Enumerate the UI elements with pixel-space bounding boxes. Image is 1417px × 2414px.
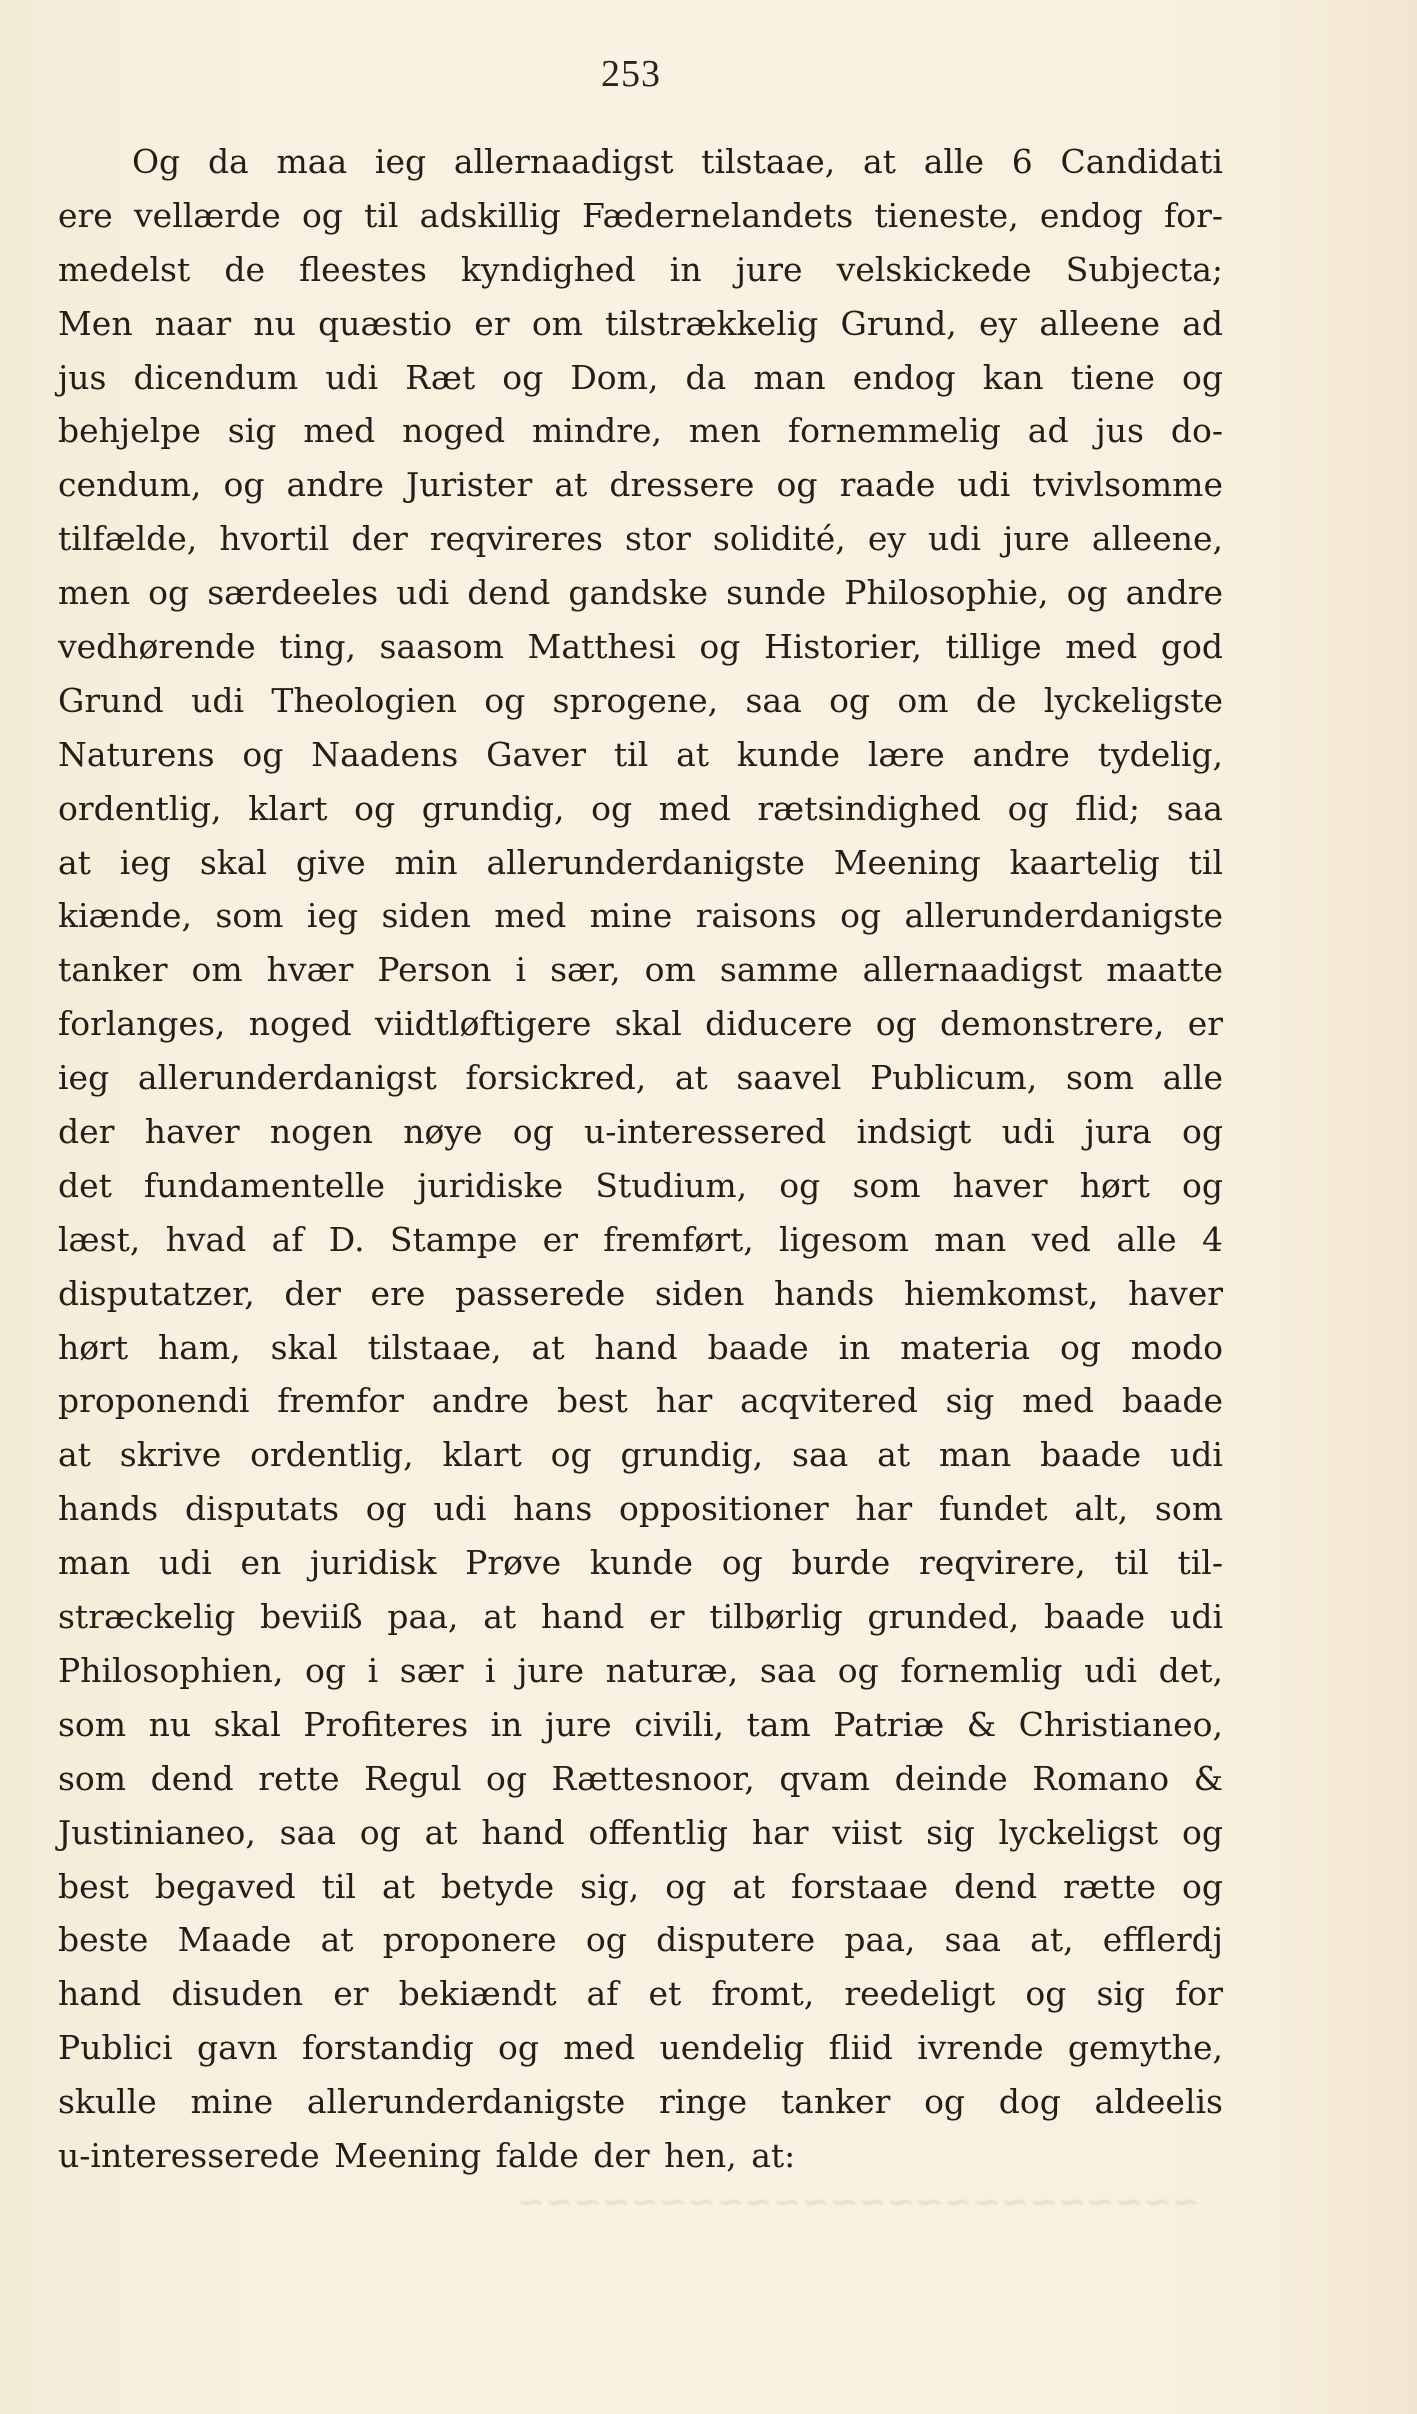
text-line: Grund udi Theologien og sprogene, saa og om de lyckeligste (58, 680, 1223, 720)
text-line: Justinianeo, saa og at hand offentlig har viist sig lyckeligst og (58, 1812, 1223, 1852)
text-line: proponendi fremfor andre best har acqvitered sig med baade (58, 1381, 1223, 1421)
text-line: Naturens og Naadens Gaver til at kunde lære andre tydelig, (58, 734, 1223, 774)
text-line: læst, hvad af D. Stampe er fremført, ligesom man ved alle 4 (58, 1219, 1223, 1259)
text-line: Philosophien, og i sær i jure naturæ, saa og fornemlig udi det, (58, 1650, 1223, 1690)
text-line: kiænde, som ieg siden med mine raisons og allerunderdanigste (58, 896, 1223, 936)
text-line: man udi en juridisk Prøve kunde og burde reqvirere, til til- (58, 1543, 1223, 1583)
text-line: som dend rette Regul og Rættesnoor, qvam deinde Romano & (58, 1758, 1223, 1798)
text-line: best begaved til at betyde sig, og at forstaae dend rætte og (58, 1866, 1223, 1906)
text-line: forlanges, noged viidtløftigere skal diducere og demonstrere, er (58, 1004, 1223, 1044)
text-line: stræckelig beviiß paa, at hand er tilbørlig grunded, baade udi (58, 1597, 1223, 1637)
text-line: disputatzer, der ere passerede siden hands hiemkomst, haver (58, 1273, 1223, 1313)
text-line: der haver nogen nøye og u-interessered indsigt udi jura og (58, 1112, 1223, 1152)
text-line: men og særdeeles udi dend gandske sunde Philosophie, og andre (58, 573, 1223, 613)
text-line: u-interesserede Meening falde der hen, at: (58, 2135, 796, 2175)
text-line: behjelpe sig med noged mindre, men fornemmelig ad jus do- (58, 411, 1223, 451)
text-line: jus dicendum udi Ræt og Dom, da man endog kan tiene og (58, 357, 1223, 397)
text-line: at skrive ordentlig, klart og grundig, saa at man baade udi (58, 1435, 1223, 1475)
text-line: Og da maa ieg allernaadigst tilstaae, at alle 6 Candidati (132, 142, 1223, 181)
page-number: 253 (601, 53, 661, 95)
text-line: at ieg skal give min allerunderdanigste Meening kaartelig til (58, 842, 1223, 882)
text-line: Publici gavn forstandig og med uendelig fliid ivrende gemythe, (58, 2028, 1223, 2068)
text-line: som nu skal Profiteres in jure civili, tam Patriæ & Christianeo, (58, 1704, 1223, 1744)
text-line: cendum, og andre Jurister at dressere og raade udi tvivlsomme (58, 465, 1223, 505)
text-line: det fundamentelle juridiske Studium, og som haver hørt og (58, 1165, 1223, 1205)
text-line: hands disputats og udi hans oppositioner har fundet alt, som (58, 1489, 1223, 1529)
text-line: hørt ham, skal tilstaae, at hand baade in materia og modo (58, 1327, 1223, 1367)
text-line: beste Maade at proponere og disputere paa, saa at, efflerdj (58, 1920, 1223, 1960)
text-line: Men naar nu quæstio er om tilstrækkelig Grund, ey alleene ad (58, 303, 1223, 343)
show-through-ink: ~~~~~~~~~~~~~~~~~~~~~~~~ (516, 2182, 1200, 2222)
text-line: ordentlig, klart og grundig, og med rætsindighed og flid; saa (58, 788, 1223, 828)
text-line: skulle mine allerunderdanigste ringe tanker og dog aldeelis (58, 2082, 1223, 2122)
body-paragraph (58, 135, 1223, 2183)
text-line: medelst de fleestes kyndighed in jure velskickede Subjecta; (58, 249, 1223, 289)
text-line: hand disuden er bekiændt af et fromt, reedeligt og sig for (58, 1974, 1223, 2014)
text-line: vedhørende ting, saasom Matthesi og Historier, tillige med god (58, 627, 1223, 667)
text-line: ere vellærde og til adskillig Fædernelandets tieneste, endog for- (58, 195, 1223, 235)
text-line: ieg allerunderdanigst forsickred, at saavel Publicum, som alle (58, 1058, 1223, 1098)
text-line: tanker om hvær Person i sær, om samme allernaadigst maatte (58, 950, 1223, 990)
text-line: tilfælde, hvortil der reqvireres stor solidité, ey udi jure alleene, (58, 519, 1223, 559)
